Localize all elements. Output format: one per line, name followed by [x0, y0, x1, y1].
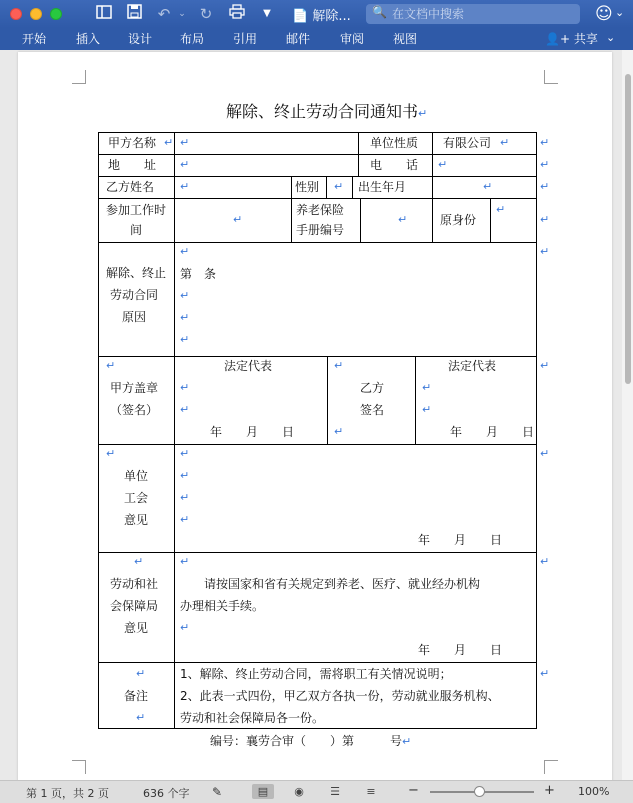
table-border [98, 662, 537, 663]
crop-mark [544, 760, 558, 774]
table-border [360, 198, 361, 242]
table-border [98, 242, 537, 243]
remark-line-1: 1、解除、终止劳动合同，需将职工有关情况说明； [180, 667, 452, 681]
row-end-mark: ↵ [540, 667, 550, 680]
party-b-label: 乙方 [360, 381, 385, 395]
search-icon: 🔍 [372, 5, 387, 19]
table-border [98, 356, 537, 357]
document-heading [226, 99, 427, 122]
paragraph-mark: ↵ [334, 359, 344, 372]
paragraph-mark: ↵ [164, 136, 174, 149]
add-person-icon: 👤+ [545, 32, 574, 46]
crop-mark [72, 70, 86, 84]
paragraph-mark: ↵ [136, 711, 146, 724]
table-border [432, 132, 433, 176]
table-border [98, 132, 537, 133]
row-end-mark: ↵ [540, 136, 550, 149]
remark-line-3: 劳动和社会保障局各一份。 [180, 711, 325, 725]
zoom-slider-knob[interactable] [474, 786, 485, 797]
page-indicator[interactable]: 第 1 页，共 2 页 [26, 787, 109, 800]
date-labor: 年 月 日 [418, 643, 503, 657]
tab-insert[interactable]: 插入 [76, 32, 101, 46]
address-label: 地 址 [108, 158, 157, 172]
paragraph-mark: ↵ [483, 180, 493, 193]
print-layout-view-icon[interactable]: ▤ [252, 784, 274, 799]
row-end-mark: ↵ [540, 555, 550, 568]
status-bar [0, 780, 633, 803]
labor-bureau-text-2: 办理相关手续。 [180, 599, 265, 613]
zoom-in-button[interactable]: + [544, 783, 555, 798]
paragraph-mark: ↵ [180, 158, 190, 171]
paragraph-mark: ↵ [180, 447, 190, 460]
paragraph-mark: ↵ [233, 213, 243, 226]
reason-label-3: 原因 [122, 310, 147, 324]
row-end-mark: ↵ [540, 359, 550, 372]
paragraph-mark: ↵ [180, 311, 190, 324]
paragraph-mark: ↵ [106, 447, 116, 460]
remark-line-2: 2、此表一式四份，甲乙双方各执一份，劳动就业服务机构、 [180, 689, 500, 703]
date-union: 年 月 日 [418, 533, 503, 547]
table-border [98, 728, 537, 729]
redo-icon[interactable]: ↻ [199, 5, 213, 23]
row-end-mark: ↵ [540, 158, 550, 171]
tab-review[interactable]: 审阅 [340, 32, 365, 46]
table-border [98, 552, 537, 553]
table-border [352, 176, 353, 198]
row-end-mark: ↵ [540, 245, 550, 258]
table-border [432, 176, 433, 198]
draft-view-icon[interactable]: ≡ [366, 785, 376, 798]
paragraph-mark: ↵ [136, 667, 146, 680]
paragraph-mark: ↵ [180, 513, 190, 526]
paragraph-mark: ↵ [496, 203, 506, 216]
table-border [98, 444, 537, 445]
table-border [98, 154, 537, 155]
search-box[interactable] [366, 4, 580, 24]
row-end-mark: ↵ [540, 213, 550, 226]
union-label-3: 意见 [124, 513, 149, 527]
tab-home[interactable]: 开始 [22, 32, 47, 46]
paragraph-mark: ↵ [106, 359, 116, 372]
labor-bureau-label: 劳动和社 [110, 577, 159, 591]
print-icon[interactable] [226, 4, 248, 24]
collapse-ribbon-icon[interactable]: ⌄ [606, 31, 616, 44]
heading-text: 解除、终止劳动合同通知书 [226, 102, 419, 121]
tab-view[interactable]: 视图 [393, 32, 418, 46]
paragraph-mark: ↵ [334, 425, 344, 438]
paragraph-mark: ↵ [180, 289, 190, 302]
document-area[interactable] [0, 50, 622, 780]
paragraph-mark: ↵ [402, 735, 412, 748]
search-input[interactable] [392, 4, 576, 24]
crop-mark [72, 760, 86, 774]
outline-view-icon[interactable]: ☰ [330, 785, 340, 798]
paragraph-mark: ↵ [180, 491, 190, 504]
undo-dropdown-icon[interactable]: ⌄ [178, 9, 186, 19]
paragraph-mark: ↵ [180, 469, 190, 482]
labor-bureau-label-2: 会保障局 [110, 599, 159, 613]
paragraph-mark: ↵ [134, 555, 144, 568]
paragraph-mark: ↵ [422, 403, 432, 416]
paragraph-mark: ↵ [180, 245, 190, 258]
union-label: 单位 [124, 469, 149, 483]
vertical-scrollbar[interactable] [622, 50, 633, 780]
save-icon[interactable] [124, 4, 144, 24]
table-border [432, 198, 433, 242]
scrollbar-thumb[interactable] [625, 74, 631, 384]
tab-mailings[interactable]: 邮件 [286, 32, 311, 46]
reason-label: 解除、终止 [106, 266, 167, 280]
paragraph-mark: ↵ [398, 213, 408, 226]
footer-text: 编号：襄劳合审（ ）第 号 [210, 734, 403, 748]
share-label: 共享 [573, 32, 598, 46]
zoom-out-button[interactable]: − [408, 783, 419, 798]
table-border [98, 176, 537, 177]
legal-rep-b-label: 法定代表 [448, 359, 497, 373]
paragraph-mark: ↵ [438, 158, 448, 171]
labor-bureau-label-3: 意见 [124, 621, 149, 635]
document-footer [210, 732, 411, 749]
table-border [174, 132, 175, 729]
origin-label: 原身份 [440, 213, 477, 227]
close-window-button[interactable] [10, 8, 22, 20]
date-b: 年 月 日 [450, 425, 535, 439]
table-border [490, 198, 491, 242]
work-start-label: 参加工作时 [106, 203, 167, 217]
work-start-label-2: 间 [130, 223, 143, 237]
undo-icon[interactable]: ↶ [157, 5, 171, 23]
gender-label: 性别 [295, 180, 320, 194]
paragraph-mark: ↵ [418, 107, 428, 120]
tab-design[interactable]: 设计 [128, 32, 153, 46]
table-border [415, 356, 416, 444]
union-label-2: 工会 [124, 491, 149, 505]
party-a-seal-label: 甲方盖章 [110, 381, 159, 395]
document-title: 📄 解除... [292, 9, 351, 24]
ribbon-tabs [0, 28, 633, 50]
paragraph-mark: ↵ [180, 381, 190, 394]
party-a-seal-label-2: （签名） [110, 403, 159, 417]
crop-mark [544, 70, 558, 84]
paragraph-mark: ↵ [422, 381, 432, 394]
unit-nature-value: 有限公司 [443, 136, 492, 150]
minimize-window-button[interactable] [30, 8, 42, 20]
party-a-name-label: 甲方名称 [108, 136, 157, 150]
date-a: 年 月 日 [210, 425, 295, 439]
paragraph-mark: ↵ [180, 621, 190, 634]
paragraph-mark: ↵ [180, 333, 190, 346]
table-border [327, 356, 328, 444]
party-b-label-2: 签名 [360, 403, 385, 417]
paragraph-mark: ↵ [180, 180, 190, 193]
customize-toolbar-icon[interactable]: ▼ [263, 8, 271, 19]
tab-references[interactable]: 引用 [233, 32, 258, 46]
maximize-window-button[interactable] [50, 8, 62, 20]
paragraph-mark: ↵ [334, 180, 344, 193]
row-end-mark: ↵ [540, 447, 550, 460]
form-table [98, 132, 550, 729]
chevron-down-icon[interactable]: ⌄ [615, 6, 625, 19]
sidebar-icon[interactable] [94, 4, 114, 24]
web-layout-view-icon[interactable]: ◉ [294, 785, 304, 798]
tab-layout[interactable]: 布局 [180, 32, 205, 46]
labor-bureau-text: 请按国家和省有关规定到养老、医疗、就业经办机构 [204, 577, 481, 591]
title-bar [0, 0, 633, 28]
table-border [536, 132, 537, 729]
smiley-feedback-icon[interactable]: ☺ [595, 4, 613, 24]
paragraph-mark: ↵ [180, 136, 190, 149]
row-end-mark: ↵ [540, 180, 550, 193]
zoom-level[interactable]: 100% [578, 785, 610, 798]
birth-label: 出生年月 [358, 180, 407, 194]
paragraph-mark: ↵ [180, 403, 190, 416]
reason-value: 第 条 [180, 267, 217, 281]
table-border [358, 132, 359, 176]
table-border [98, 198, 537, 199]
party-b-name-label: 乙方姓名 [106, 180, 155, 194]
phone-label: 电 话 [370, 158, 419, 172]
table-border [291, 176, 292, 198]
share-button[interactable] [545, 30, 598, 47]
reason-label-2: 劳动合同 [110, 288, 159, 302]
pension-label-2: 手册编号 [296, 223, 345, 237]
document-page[interactable] [18, 52, 612, 780]
pension-label: 养老保险 [296, 203, 345, 217]
word-count[interactable]: 636 个字 [143, 787, 190, 800]
paragraph-mark: ↵ [500, 136, 510, 149]
unit-nature-label: 单位性质 [370, 136, 419, 150]
table-border [291, 198, 292, 242]
proofing-icon[interactable]: ✎ [212, 785, 223, 799]
remark-label: 备注 [124, 689, 149, 703]
legal-rep-a-label: 法定代表 [224, 359, 273, 373]
table-border [326, 176, 327, 198]
table-border [98, 132, 99, 729]
paragraph-mark: ↵ [180, 555, 190, 568]
